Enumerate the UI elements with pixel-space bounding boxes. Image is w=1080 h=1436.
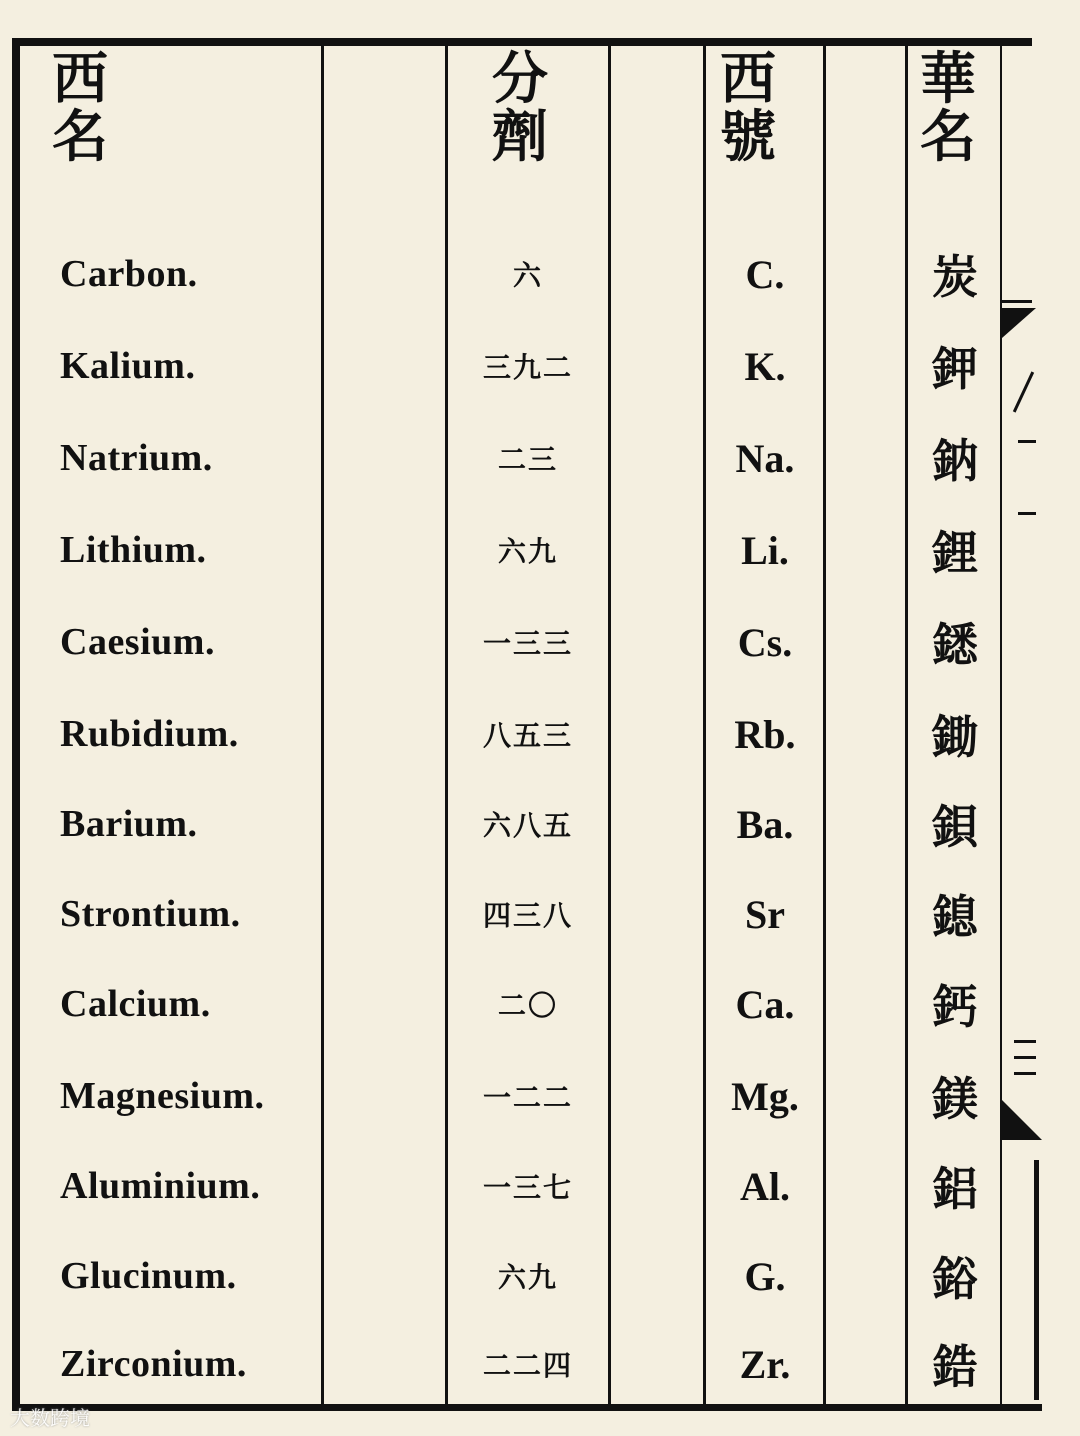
element-name: Rubidium. <box>60 713 239 755</box>
margin-stroke <box>1018 512 1036 515</box>
header-char: 西 <box>720 46 776 112</box>
header-char: 劑 <box>492 104 548 170</box>
atomic-weight: 六九 <box>497 1261 558 1294</box>
margin-rule <box>1002 300 1032 303</box>
header-chinese-name <box>920 46 976 170</box>
chinese-name: 鋰 <box>932 526 978 580</box>
chinese-name: 鋇 <box>932 800 978 854</box>
chinese-name: 鏭 <box>932 618 978 672</box>
element-name: Barium. <box>60 803 198 845</box>
element-name: Zirconium. <box>60 1343 247 1385</box>
table-row <box>20 412 1000 504</box>
atomic-weight: 一三三 <box>482 627 573 660</box>
element-symbol: Na. <box>735 435 795 481</box>
element-name: Carbon. <box>60 253 198 295</box>
header-char: 西 <box>52 46 108 112</box>
header-char: 名 <box>920 104 976 170</box>
element-name: Caesium. <box>60 621 215 663</box>
table-row <box>20 1140 1000 1232</box>
element-symbol: G. <box>744 1253 786 1299</box>
element-symbol: C. <box>745 251 785 297</box>
atomic-weight: 四三八 <box>482 899 573 932</box>
element-symbol: Ca. <box>735 981 795 1027</box>
element-symbol: Ba. <box>736 801 794 847</box>
atomic-weight: 六 <box>512 259 543 292</box>
element-symbol: Sr <box>745 891 785 937</box>
table-row <box>20 868 1000 960</box>
header-western-symbol <box>720 46 776 170</box>
element-name: Glucinum. <box>60 1255 237 1297</box>
watermark: 大数跨境 <box>10 1406 90 1430</box>
table-row <box>20 504 1000 596</box>
chinese-name: 鋯 <box>932 1340 978 1394</box>
element-name: Strontium. <box>60 893 241 935</box>
atomic-weight: 一三七 <box>482 1171 573 1204</box>
margin-stroke <box>1014 1056 1036 1059</box>
chinese-name: 鈉 <box>932 434 978 488</box>
margin-stroke <box>1013 371 1034 412</box>
left-border <box>12 38 20 1410</box>
table-row <box>20 778 1000 870</box>
element-name: Calcium. <box>60 983 211 1025</box>
element-symbol: Li. <box>741 527 789 573</box>
margin-stroke <box>1014 1040 1036 1043</box>
triangle-mark <box>1002 1100 1042 1140</box>
header-char: 分 <box>492 46 548 112</box>
chinese-name: 炭 <box>932 250 978 304</box>
element-name: Aluminium. <box>60 1165 261 1207</box>
triangle-mark <box>1002 308 1036 338</box>
header-char: 號 <box>720 104 776 170</box>
margin-stroke <box>1014 1072 1036 1075</box>
atomic-weight: 三九二 <box>482 351 573 384</box>
chinese-name: 鋤 <box>932 710 978 764</box>
header-char: 華 <box>920 46 976 112</box>
atomic-weight: 二二四 <box>482 1349 573 1382</box>
element-symbol: Al. <box>740 1163 790 1209</box>
top-border <box>12 38 1032 46</box>
atomic-weight: 一二二 <box>482 1081 573 1114</box>
element-name: Lithium. <box>60 529 207 571</box>
chinese-name: 鎂 <box>932 1072 978 1126</box>
element-symbol: K. <box>744 343 786 389</box>
element-name: Natrium. <box>60 437 213 479</box>
element-symbol: Rb. <box>734 711 796 757</box>
header-char: 名 <box>52 104 108 170</box>
chinese-name: 鋁 <box>932 1162 978 1216</box>
table-row <box>20 1050 1000 1142</box>
element-symbol: Cs. <box>737 619 793 665</box>
margin-stroke <box>1018 440 1036 443</box>
atomic-weight: 二〇 <box>497 989 558 1022</box>
chinese-name: 鈣 <box>932 980 978 1034</box>
element-symbol: Zr. <box>739 1341 791 1387</box>
table-row <box>20 1230 1000 1322</box>
table-row <box>20 320 1000 412</box>
element-name: Kalium. <box>60 345 196 387</box>
table-row <box>20 228 1000 320</box>
atomic-weight: 六九 <box>497 535 558 568</box>
atomic-weight: 二三 <box>497 443 558 476</box>
element-name: Magnesium. <box>60 1075 265 1117</box>
margin-rule <box>1034 1160 1039 1400</box>
chinese-name: 鎴 <box>932 890 978 944</box>
element-symbol: Mg. <box>731 1073 799 1119</box>
chinese-name: 鉀 <box>932 342 978 396</box>
atomic-weight: 八五三 <box>482 719 573 752</box>
header-atomic-weight <box>492 46 548 170</box>
table-row <box>20 958 1000 1050</box>
header-western-name <box>52 46 108 170</box>
chinese-name: 鋊 <box>932 1252 978 1306</box>
adjacent-page-fragment <box>1000 300 1080 1410</box>
table-row <box>20 1318 1000 1410</box>
table-row <box>20 688 1000 780</box>
atomic-weight: 六八五 <box>482 809 573 842</box>
table-row <box>20 596 1000 688</box>
